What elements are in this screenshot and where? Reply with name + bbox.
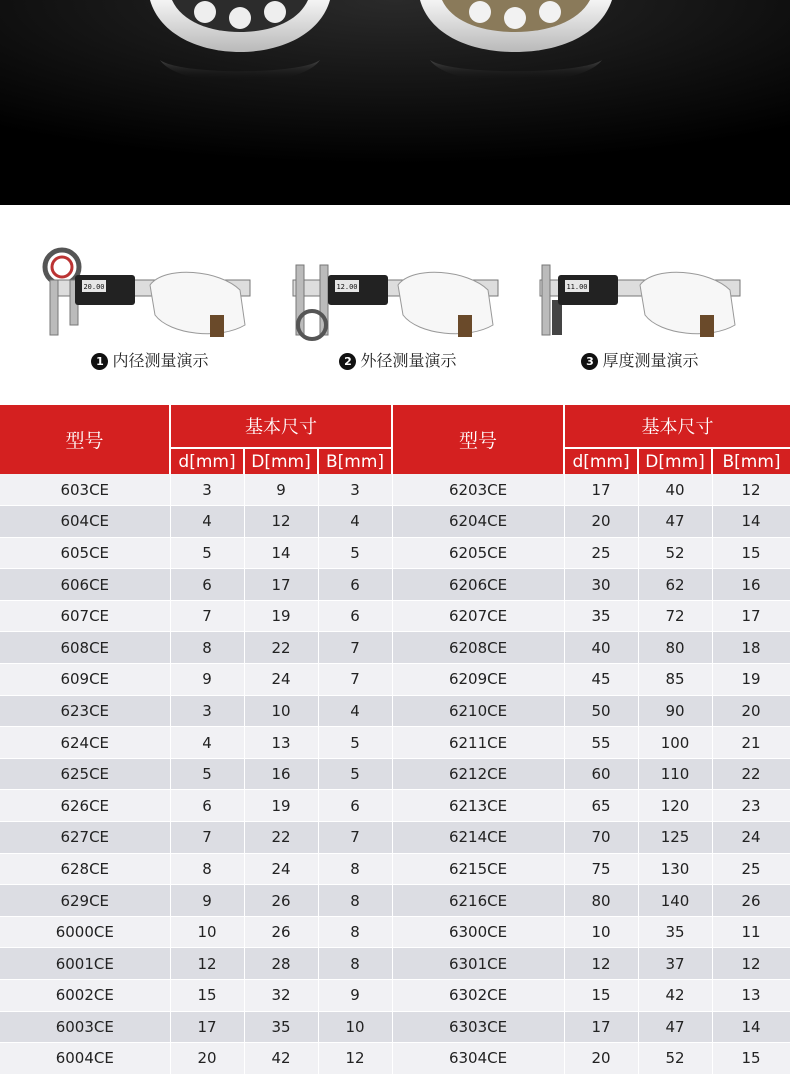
right-model-cell: 6203CE	[392, 474, 564, 506]
right-model-cell: 6215CE	[392, 853, 564, 885]
left-d-cell: 8	[170, 853, 244, 885]
table-row	[0, 980, 790, 1012]
right-B-cell: 25	[712, 853, 790, 885]
right-D-cell: 100	[638, 727, 712, 759]
right-B-cell: 23	[712, 790, 790, 822]
table-row	[0, 474, 790, 506]
right-model-cell: 6204CE	[392, 506, 564, 538]
right-D-cell: 37	[638, 948, 712, 980]
step-number-icon: 3	[581, 353, 598, 370]
table-row	[0, 853, 790, 885]
left-D-cell: 26	[244, 916, 318, 948]
right-model-cell: 6211CE	[392, 727, 564, 759]
left-model-cell: 623CE	[0, 695, 170, 727]
right-model-cell: 6208CE	[392, 632, 564, 664]
right-D-cell: 47	[638, 1011, 712, 1043]
right-d-cell: 70	[564, 822, 638, 854]
left-model-cell: 629CE	[0, 885, 170, 917]
ceramic-bearings-image	[0, 0, 790, 205]
right-B-cell: 20	[712, 695, 790, 727]
left-model-cell: 624CE	[0, 727, 170, 759]
right-model-cell: 6207CE	[392, 600, 564, 632]
table-row	[0, 600, 790, 632]
right-model-cell: 6213CE	[392, 790, 564, 822]
product-photo	[0, 0, 790, 205]
right-B-cell: 22	[712, 758, 790, 790]
step-number-icon: 2	[339, 353, 356, 370]
right-B-cell: 19	[712, 664, 790, 696]
right-model-cell: 6209CE	[392, 664, 564, 696]
right-B-cell: 21	[712, 727, 790, 759]
right-D-cell: 130	[638, 853, 712, 885]
right-d-cell: 20	[564, 1043, 638, 1075]
demo-inner-diameter	[40, 245, 260, 395]
right-D-cell: 47	[638, 506, 712, 538]
right-B-cell: 12	[712, 948, 790, 980]
caliper-inner-measure-image	[40, 245, 260, 345]
right-B-cell: 14	[712, 506, 790, 538]
right-model-cell: 6302CE	[392, 980, 564, 1012]
right-d-cell: 55	[564, 727, 638, 759]
left-D-cell: 19	[244, 790, 318, 822]
demo-caption-1	[40, 348, 260, 371]
right-D-cell: 52	[638, 537, 712, 569]
table-row	[0, 632, 790, 664]
right-D-cell: 40	[638, 474, 712, 506]
table-row	[0, 948, 790, 980]
table-row	[0, 1011, 790, 1043]
left-D-cell: 22	[244, 822, 318, 854]
right-d-cell: 30	[564, 569, 638, 601]
left-d-cell: 9	[170, 664, 244, 696]
left-D-cell: 24	[244, 664, 318, 696]
left-d-cell: 3	[170, 695, 244, 727]
left-model-cell: 628CE	[0, 853, 170, 885]
col-header-D: D[mm]	[244, 448, 318, 474]
demo-label: 外径测量演示	[360, 351, 457, 370]
left-B-cell: 5	[318, 727, 392, 759]
right-B-cell: 12	[712, 474, 790, 506]
dimensions-header-right: 基本尺寸	[564, 405, 790, 448]
table-row	[0, 537, 790, 569]
right-B-cell: 18	[712, 632, 790, 664]
left-B-cell: 8	[318, 948, 392, 980]
col-header-B: B[mm]	[712, 448, 790, 474]
right-d-cell: 75	[564, 853, 638, 885]
table-row	[0, 664, 790, 696]
right-d-cell: 12	[564, 948, 638, 980]
right-B-cell: 17	[712, 600, 790, 632]
left-model-cell: 606CE	[0, 569, 170, 601]
right-model-cell: 6300CE	[392, 916, 564, 948]
left-D-cell: 35	[244, 1011, 318, 1043]
col-header-D: D[mm]	[638, 448, 712, 474]
right-d-cell: 50	[564, 695, 638, 727]
right-D-cell: 52	[638, 1043, 712, 1075]
left-d-cell: 7	[170, 822, 244, 854]
left-d-cell: 17	[170, 1011, 244, 1043]
left-B-cell: 4	[318, 506, 392, 538]
left-d-cell: 15	[170, 980, 244, 1012]
right-D-cell: 80	[638, 632, 712, 664]
left-d-cell: 4	[170, 506, 244, 538]
right-model-cell: 6216CE	[392, 885, 564, 917]
right-B-cell: 15	[712, 537, 790, 569]
model-header-left: 型号	[0, 405, 170, 474]
left-model-cell: 605CE	[0, 537, 170, 569]
left-model-cell: 604CE	[0, 506, 170, 538]
right-D-cell: 140	[638, 885, 712, 917]
left-d-cell: 6	[170, 569, 244, 601]
caliper-readout: 11.00	[566, 283, 588, 291]
left-B-cell: 8	[318, 853, 392, 885]
left-D-cell: 42	[244, 1043, 318, 1075]
left-D-cell: 16	[244, 758, 318, 790]
right-D-cell: 110	[638, 758, 712, 790]
left-B-cell: 7	[318, 664, 392, 696]
right-d-cell: 80	[564, 885, 638, 917]
spec-table-body	[0, 474, 790, 1074]
left-model-cell: 6001CE	[0, 948, 170, 980]
left-d-cell: 8	[170, 632, 244, 664]
table-row	[0, 885, 790, 917]
right-d-cell: 65	[564, 790, 638, 822]
left-model-cell: 609CE	[0, 664, 170, 696]
left-D-cell: 13	[244, 727, 318, 759]
right-B-cell: 15	[712, 1043, 790, 1075]
col-header-B: B[mm]	[318, 448, 392, 474]
right-B-cell: 26	[712, 885, 790, 917]
demo-label: 厚度测量演示	[602, 351, 699, 370]
dimensions-header-left: 基本尺寸	[170, 405, 392, 448]
right-D-cell: 62	[638, 569, 712, 601]
right-B-cell: 11	[712, 916, 790, 948]
table-row	[0, 695, 790, 727]
left-D-cell: 14	[244, 537, 318, 569]
col-header-d: d[mm]	[564, 448, 638, 474]
demo-caption-3	[530, 348, 750, 371]
demo-thickness	[530, 245, 750, 395]
left-d-cell: 9	[170, 885, 244, 917]
left-model-cell: 603CE	[0, 474, 170, 506]
left-D-cell: 28	[244, 948, 318, 980]
left-B-cell: 6	[318, 790, 392, 822]
right-model-cell: 6206CE	[392, 569, 564, 601]
left-model-cell: 6000CE	[0, 916, 170, 948]
right-D-cell: 90	[638, 695, 712, 727]
right-model-cell: 6303CE	[392, 1011, 564, 1043]
left-d-cell: 10	[170, 916, 244, 948]
left-B-cell: 7	[318, 822, 392, 854]
right-B-cell: 14	[712, 1011, 790, 1043]
right-B-cell: 16	[712, 569, 790, 601]
left-d-cell: 6	[170, 790, 244, 822]
left-d-cell: 3	[170, 474, 244, 506]
left-B-cell: 10	[318, 1011, 392, 1043]
left-B-cell: 3	[318, 474, 392, 506]
left-model-cell: 626CE	[0, 790, 170, 822]
table-row	[0, 569, 790, 601]
left-B-cell: 8	[318, 885, 392, 917]
caliper-readout: 20.00	[83, 283, 105, 291]
left-model-cell: 625CE	[0, 758, 170, 790]
left-D-cell: 26	[244, 885, 318, 917]
left-model-cell: 6004CE	[0, 1043, 170, 1075]
table-row	[0, 727, 790, 759]
spec-table-container	[0, 405, 790, 1068]
left-D-cell: 24	[244, 853, 318, 885]
table-row	[0, 758, 790, 790]
caliper-outer-measure-image	[288, 245, 508, 345]
bearing-spec-table	[0, 405, 791, 1075]
left-D-cell: 19	[244, 600, 318, 632]
left-model-cell: 608CE	[0, 632, 170, 664]
left-d-cell: 12	[170, 948, 244, 980]
measurement-demos	[0, 205, 790, 405]
left-d-cell: 5	[170, 537, 244, 569]
left-B-cell: 6	[318, 600, 392, 632]
table-row	[0, 790, 790, 822]
left-D-cell: 17	[244, 569, 318, 601]
right-B-cell: 24	[712, 822, 790, 854]
right-model-cell: 6304CE	[392, 1043, 564, 1075]
table-row	[0, 506, 790, 538]
left-d-cell: 20	[170, 1043, 244, 1075]
left-model-cell: 607CE	[0, 600, 170, 632]
table-row	[0, 822, 790, 854]
left-B-cell: 12	[318, 1043, 392, 1075]
left-B-cell: 6	[318, 569, 392, 601]
left-B-cell: 9	[318, 980, 392, 1012]
left-model-cell: 627CE	[0, 822, 170, 854]
right-d-cell: 17	[564, 1011, 638, 1043]
left-B-cell: 8	[318, 916, 392, 948]
right-model-cell: 6214CE	[392, 822, 564, 854]
right-B-cell: 13	[712, 980, 790, 1012]
right-d-cell: 45	[564, 664, 638, 696]
right-model-cell: 6210CE	[392, 695, 564, 727]
right-D-cell: 72	[638, 600, 712, 632]
left-model-cell: 6003CE	[0, 1011, 170, 1043]
left-D-cell: 9	[244, 474, 318, 506]
left-D-cell: 12	[244, 506, 318, 538]
left-B-cell: 5	[318, 758, 392, 790]
right-d-cell: 40	[564, 632, 638, 664]
model-header-right: 型号	[392, 405, 564, 474]
left-D-cell: 32	[244, 980, 318, 1012]
caliper-thickness-measure-image	[530, 245, 750, 345]
left-B-cell: 7	[318, 632, 392, 664]
step-number-icon: 1	[91, 353, 108, 370]
right-d-cell: 35	[564, 600, 638, 632]
right-d-cell: 25	[564, 537, 638, 569]
left-B-cell: 5	[318, 537, 392, 569]
right-model-cell: 6301CE	[392, 948, 564, 980]
left-d-cell: 7	[170, 600, 244, 632]
left-model-cell: 6002CE	[0, 980, 170, 1012]
right-D-cell: 120	[638, 790, 712, 822]
right-d-cell: 15	[564, 980, 638, 1012]
right-d-cell: 17	[564, 474, 638, 506]
right-D-cell: 35	[638, 916, 712, 948]
demo-label: 内径测量演示	[112, 351, 209, 370]
table-row	[0, 1043, 790, 1075]
right-d-cell: 20	[564, 506, 638, 538]
left-D-cell: 22	[244, 632, 318, 664]
right-model-cell: 6205CE	[392, 537, 564, 569]
table-row	[0, 916, 790, 948]
demo-outer-diameter	[288, 245, 508, 395]
demo-caption-2	[288, 348, 508, 371]
left-d-cell: 4	[170, 727, 244, 759]
right-D-cell: 85	[638, 664, 712, 696]
left-B-cell: 4	[318, 695, 392, 727]
left-d-cell: 5	[170, 758, 244, 790]
right-d-cell: 10	[564, 916, 638, 948]
right-D-cell: 125	[638, 822, 712, 854]
left-D-cell: 10	[244, 695, 318, 727]
col-header-d: d[mm]	[170, 448, 244, 474]
right-D-cell: 42	[638, 980, 712, 1012]
right-model-cell: 6212CE	[392, 758, 564, 790]
caliper-readout: 12.00	[336, 283, 358, 291]
right-d-cell: 60	[564, 758, 638, 790]
